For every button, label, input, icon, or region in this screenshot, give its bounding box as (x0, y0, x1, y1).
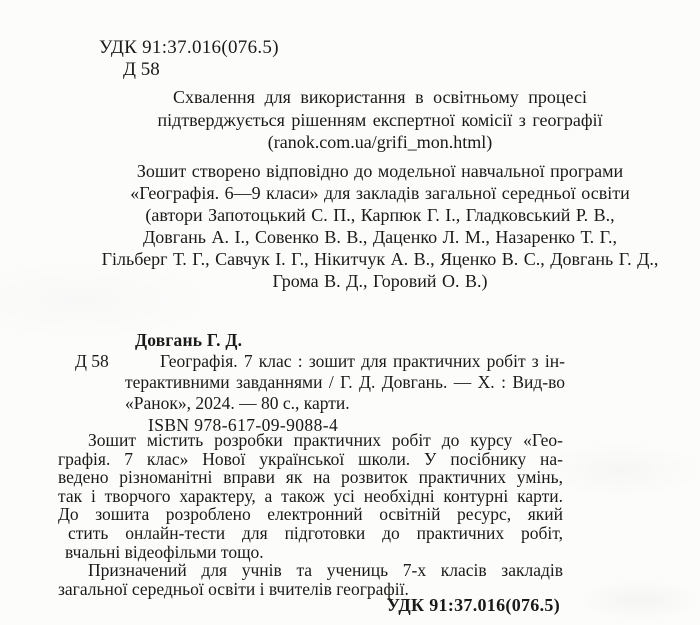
annotation-line: так і творчого характеру, а також усі необхідні контурні карти. (58, 485, 563, 506)
approval-note (60, 86, 700, 154)
annotation-line: ведено різноманітні вправи як на розвиток практичних умінь, (58, 467, 563, 488)
approval-line: підтверджується рішенням експертної комісії з географії (157, 109, 603, 130)
author-sign-top: Д 58 (123, 59, 160, 80)
annotation-line: Призначений для учнів та учениць 7-х класів закладів (88, 560, 563, 581)
annotation-line: До зошита розроблено електронний освітній ресурс, який (58, 504, 563, 525)
program-authors-line: Гільберг Т. Г., Савчук І. Г., Нікитчук А. В., Яценко В. С., Довгань Г. Д., (101, 249, 659, 269)
author-sign-card: Д 58 (75, 351, 109, 371)
isbn: ISBN 978-617-09-9088-4 (148, 415, 339, 435)
catalog-entry (75, 351, 565, 414)
annotation-line: загальної середньої освіти і вчителів географії. (58, 578, 409, 599)
catalog-author: Довгань Г. Д. (135, 330, 243, 350)
annotation-line: Зошит містить розробки практичних робіт до курсу «Гео- (88, 430, 563, 450)
approval-line: Схвалення для використання в освітньому процесі (173, 87, 587, 107)
udk-classification-bottom: УДК 91:37.016(076.5) (386, 595, 560, 615)
annotation-line: графія. 7 клас» Нової української школи. У посібнику на- (58, 448, 563, 469)
annotation-line-clipped: вчальні відеофільми тощо. (65, 541, 264, 562)
catalog-entry-line: «Ранок», 2024. — 80 с., карти. (125, 393, 350, 413)
catalog-card (75, 330, 565, 436)
catalog-entry-line: Географія. 7 клас : зошит для практичних робіт з ін- (160, 351, 565, 371)
program-line: Зошит створено відповідно до модельної навчальної програми (136, 161, 624, 181)
program-note (60, 160, 700, 292)
annotation (58, 431, 563, 598)
udk-classification-top: УДК 91:37.016(076.5) (99, 37, 279, 58)
catalog-entry-line: терактивними завданнями / Г. Д. Довгань. — Х. : Вид-во (125, 372, 565, 392)
program-line: «Географія. 6—9 класи» для закладів загальної середньої освіти (130, 183, 630, 203)
program-authors-line: (автори Запотоцький С. П., Карпюк Г. І., Гладковський Р. В., (145, 205, 615, 225)
approval-url: (ranok.com.ua/grifi_mon.html) (267, 132, 493, 152)
annotation-line-clipped: стить онлайн-тести для підготовки до практичних робіт, (68, 522, 563, 543)
program-authors-line: Довгань А. І., Совенко В. В., Даценко Л. М., Назаренко Т. Г., (142, 227, 618, 247)
program-authors-line: Грома В. Д., Горовий О. В.) (272, 271, 488, 291)
